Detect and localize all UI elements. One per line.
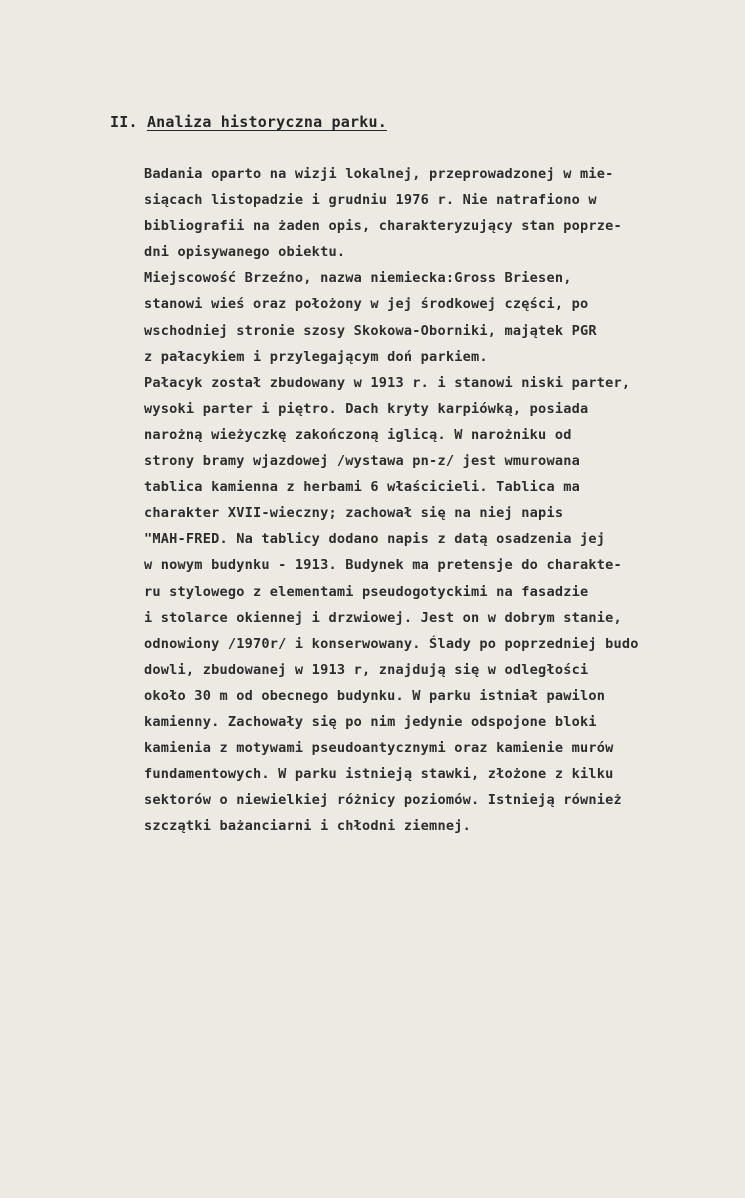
text-line: kamienia z motywami pseudoantycznymi oraz kamienie murów <box>144 740 614 757</box>
text-line: Badania oparto na wizji lokalnej, przeprowadzonej w mie- <box>144 166 614 182</box>
text-line: kamienny. Zachowały się po nim jedynie odspojone bloki <box>144 713 597 730</box>
text-line: dowli, zbudowanej w 1913 r, znajdują się w odległości <box>144 661 589 678</box>
text-line: strony bramy wjazdowej /wystawa pn-z/ jest wmurowana <box>144 453 580 470</box>
text-line: stanowi wieś oraz położony w jej środkowej części, po <box>144 296 589 313</box>
text-line: sektorów o niewielkiej różnicy poziomów. Istnieją również <box>144 792 622 809</box>
text-line: z pałacykiem i przylegającym doń parkiem. <box>144 348 488 365</box>
text-line: "MAH-FRED. Na tablicy dodano napis z datą osadzenia jej <box>144 531 606 548</box>
text-line: dni opisywanego obiektu. <box>144 244 346 261</box>
section-number: II. <box>110 113 138 131</box>
text-line: i stolarce okiennej i drzwiowej. Jest on w dobrym stanie, <box>144 609 622 626</box>
text-line: tablica kamienna z herbami 6 właścicieli. Tablica ma <box>144 479 580 496</box>
text-line: bibliografii na żaden opis, charakteryzujący stan poprze- <box>144 218 622 235</box>
text-line: szczątki bażanciarni i chłodni ziemnej. <box>144 818 471 835</box>
text-line: fundamentowych. W parku istnieją stawki, złożone z kilku <box>144 766 614 783</box>
section-title: Analiza historyczna parku. <box>146 113 387 131</box>
text-line: około 30 m od obecnego budynku. W parku istniał pawilon <box>144 687 606 704</box>
text-line: siącach listopadzie i grudniu 1976 r. Nie natrafiono w <box>144 192 597 209</box>
text-line: odnowiony /1970r/ i konserwowany. Ślady po poprzedniej budo <box>144 635 639 652</box>
text-line: Miejscowość Brzeźno, nazwa niemiecka:Gross Briesen, <box>144 270 572 287</box>
text-line: Pałacyk został zbudowany w 1913 r. i stanowi niski parter, <box>144 374 631 391</box>
text-line: wschodniej stronie szosy Skokowa-Oborniki, majątek PGR <box>144 322 597 339</box>
text-line: ru stylowego z elementami pseudogotyckimi na fasadzie <box>144 583 589 600</box>
body-text <box>144 161 744 839</box>
text-line: narożną wieżyczkę zakończoną iglicą. W narożniku od <box>144 426 572 443</box>
text-line: w nowym budynku - 1913. Budynek ma pretensje do charakte- <box>144 557 622 574</box>
text-line: charakter XVII-wieczny; zachował się na niej napis <box>144 505 564 522</box>
text-line: wysoki parter i piętro. Dach kryty karpiówką, posiada <box>144 400 589 417</box>
section-heading <box>110 113 387 131</box>
